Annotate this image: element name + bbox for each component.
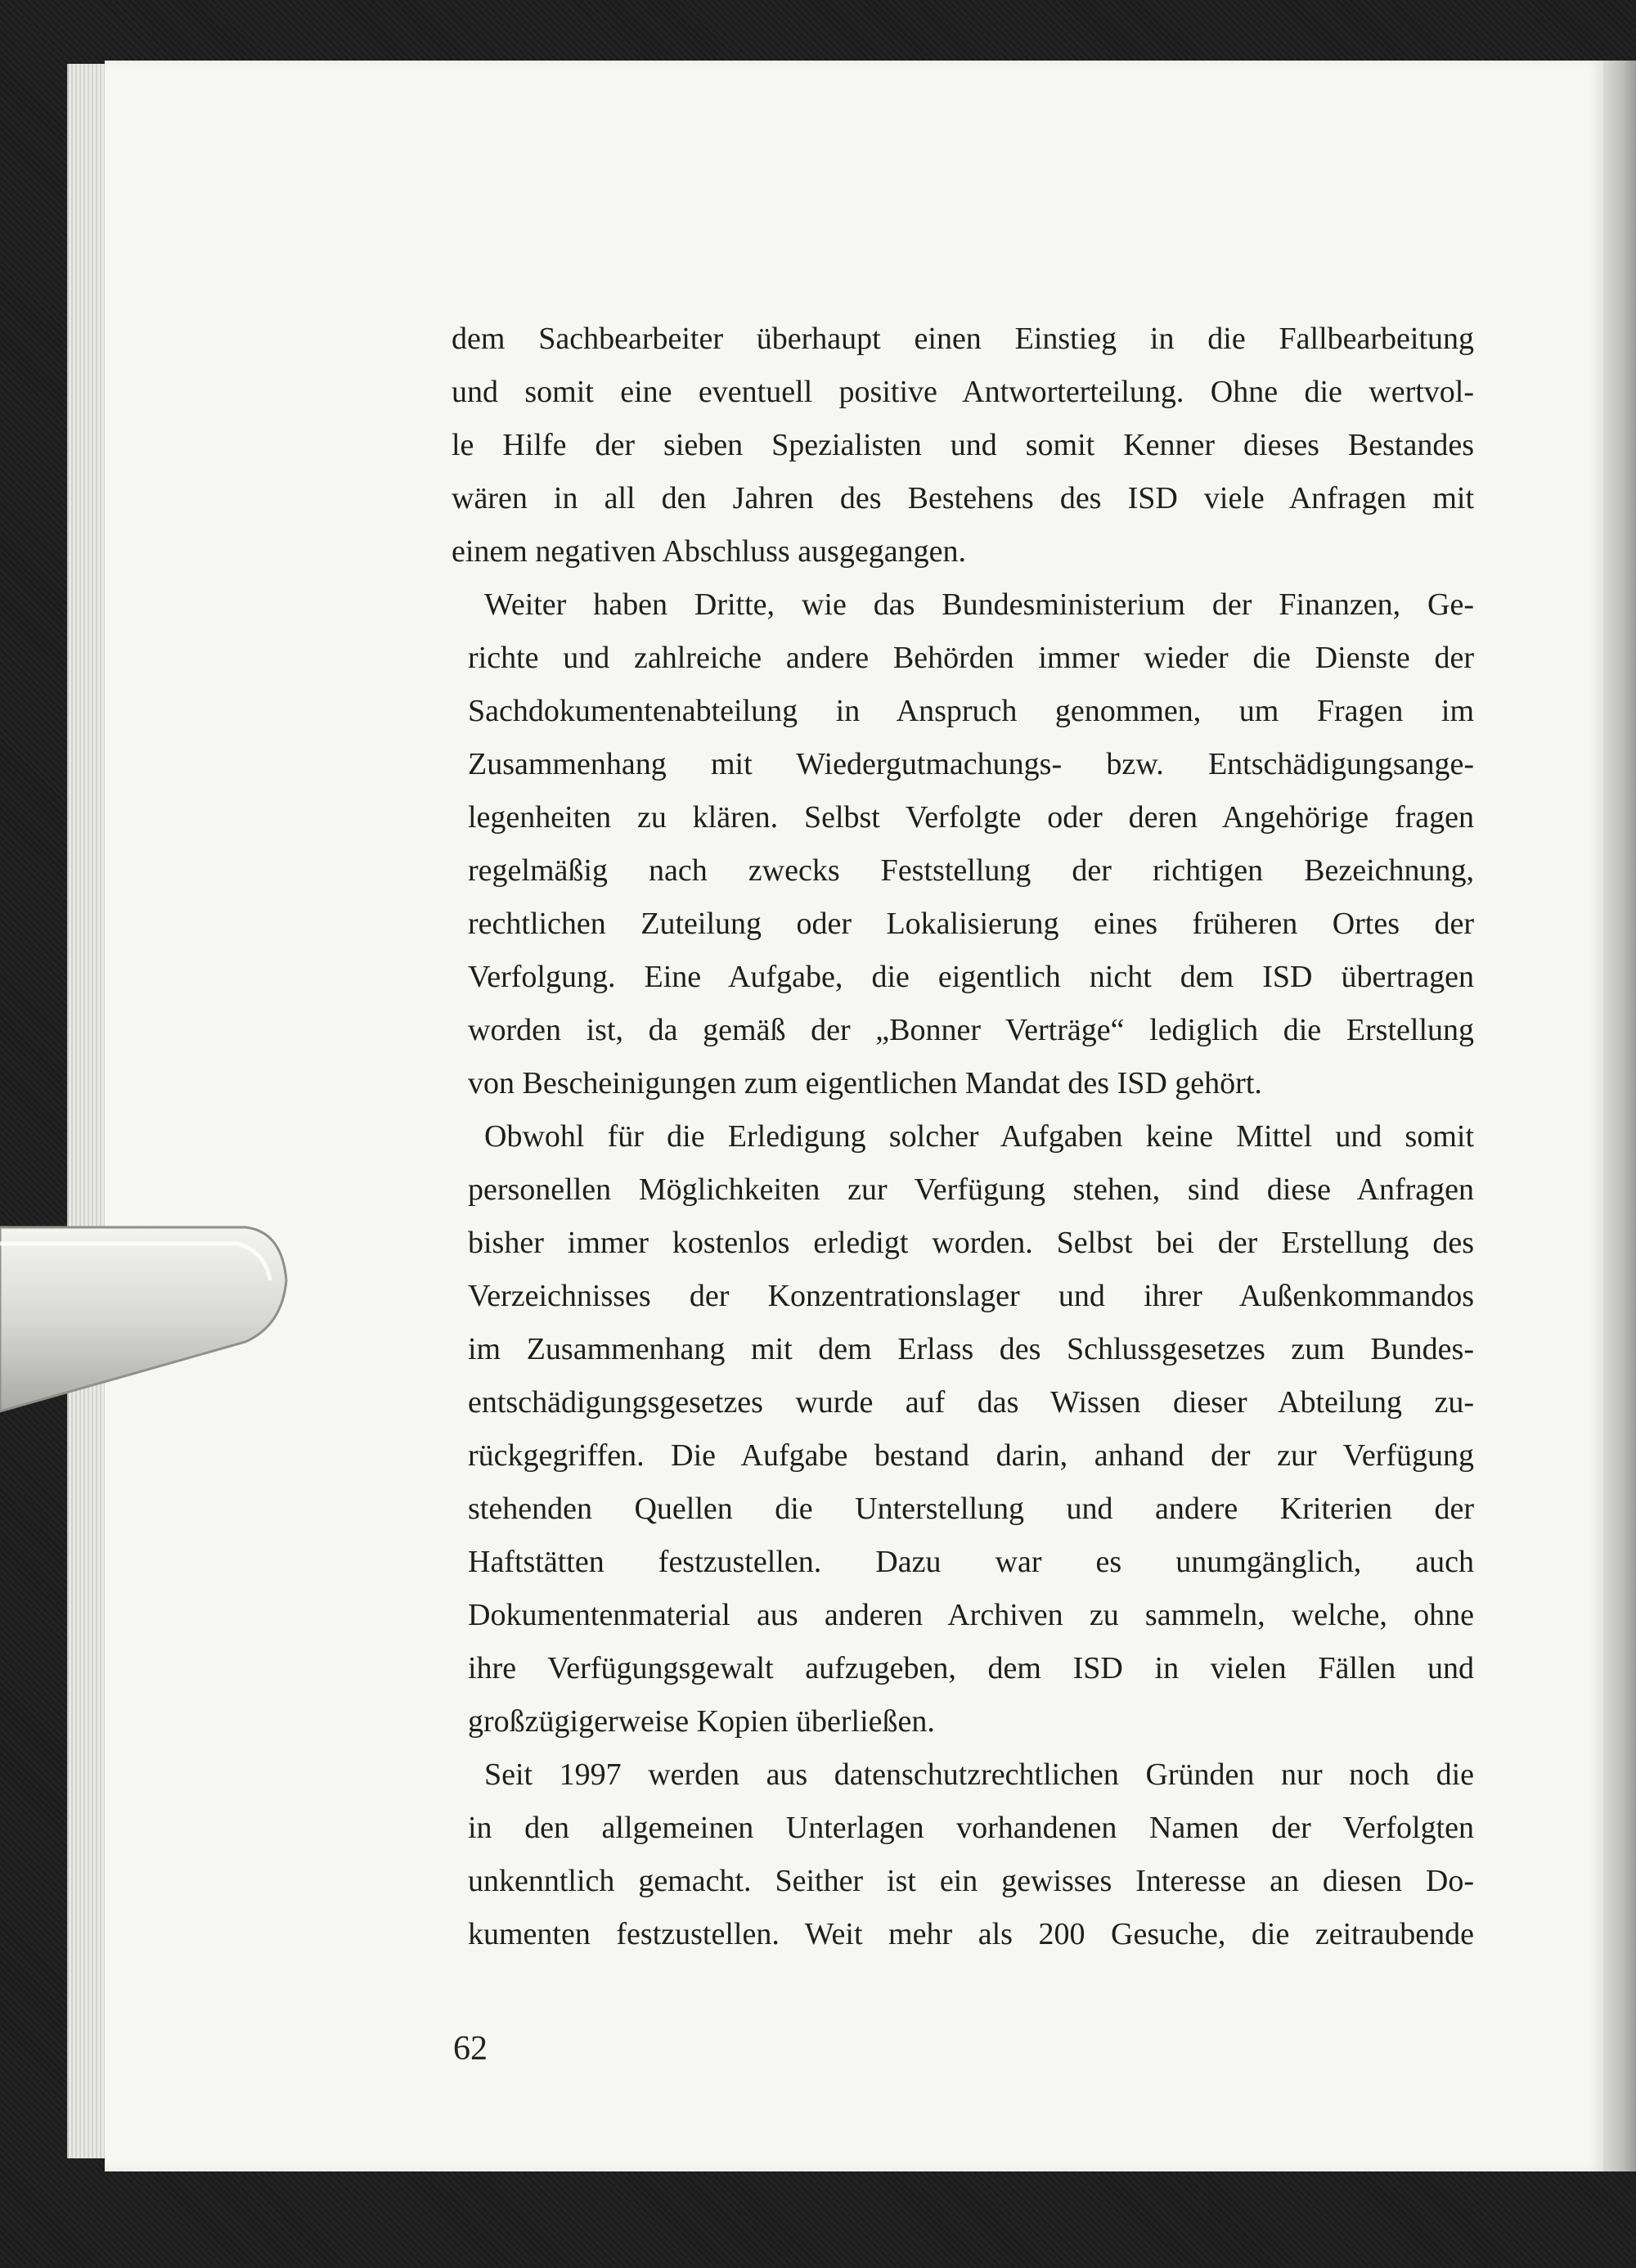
text-line: kumenten festzustellen. Weit mehr als 200 Gesuche, die zeitraubende (468, 1917, 1474, 1951)
text-line: Obwohl für die Erledigung solcher Aufgaben keine Mittel und somit (484, 1119, 1474, 1154)
text-line: in den allgemeinen Unterlagen vorhandenen Namen der Verfolgten (468, 1811, 1474, 1845)
text-line: dem Sachbearbeiter überhaupt einen Einstieg in die Fallbearbeitung (452, 322, 1474, 356)
text-line: Verfolgung. Eine Aufgabe, die eigentlich nicht dem ISD übertragen (468, 960, 1474, 994)
text-line: großzügigerweise Kopien überließen. (468, 1704, 935, 1739)
text-line: bisher immer kostenlos erledigt worden. Selbst bei der Erstellung des (468, 1226, 1474, 1260)
text-line: einem negativen Abschluss ausgegangen. (452, 534, 966, 569)
text-line: Verzeichnisses der Konzentrationslager und ihrer Außenkommandos (468, 1279, 1474, 1313)
text-line: le Hilfe der sieben Spezialisten und somit Kenner dieses Bestandes (452, 428, 1474, 462)
text-line: Zusammenhang mit Wiedergutmachungs- bzw. Entschädigungsange- (468, 747, 1474, 781)
paragraph (452, 1110, 1474, 1748)
page-clip-icon (0, 1211, 311, 1415)
paragraph (452, 313, 1474, 578)
text-line: personellen Möglichkeiten zur Verfügung stehen, sind diese Anfragen (468, 1172, 1474, 1207)
text-line: stehenden Quellen die Unterstellung und andere Kriterien der (468, 1492, 1474, 1526)
page-number: 62 (453, 2030, 488, 2068)
text-line: richte und zahlreiche andere Behörden immer wieder die Dienste der (468, 641, 1474, 675)
text-line: Sachdokumentenabteilung in Anspruch genommen, um Fragen im (468, 694, 1474, 728)
text-line: wären in all den Jahren des Bestehens des ISD viele Anfragen mit (452, 481, 1474, 515)
page-stack-edge (67, 64, 108, 2158)
text-line: Haftstätten festzustellen. Dazu war es unumgänglich, auch (468, 1545, 1474, 1579)
text-line: im Zusammenhang mit dem Erlass des Schlussgesetzes zum Bundes- (468, 1332, 1474, 1366)
text-line: regelmäßig nach zwecks Feststellung der richtigen Bezeichnung, (468, 853, 1474, 888)
text-line: von Bescheinigungen zum eigentlichen Mandat des ISD gehört. (468, 1066, 1262, 1100)
text-line: rechtlichen Zuteilung oder Lokalisierung eines früheren Ortes der (468, 907, 1474, 941)
text-line: entschädigungsgesetzes wurde auf das Wissen dieser Abteilung zu- (468, 1385, 1474, 1420)
text-line: Weiter haben Dritte, wie das Bundesministerium der Finanzen, Ge- (484, 587, 1474, 622)
page-right-edge (1603, 61, 1636, 2171)
text-line: ihre Verfügungsgewalt aufzugeben, dem ISD in vielen Fällen und (468, 1651, 1474, 1685)
text-line: Seit 1997 werden aus datenschutzrechtlichen Gründen nur noch die (484, 1757, 1474, 1792)
text-line: unkenntlich gemacht. Seither ist ein gewisses Interesse an diesen Do- (468, 1864, 1474, 1898)
text-line: worden ist, da gemäß der „Bonner Verträge“ lediglich die Erstellung (468, 1013, 1474, 1047)
body-text (452, 313, 1474, 1961)
text-line: und somit eine eventuell positive Antworterteilung. Ohne die wertvol- (452, 375, 1474, 409)
paragraph (452, 578, 1474, 1110)
text-line: rückgegriffen. Die Aufgabe bestand darin, anhand der zur Verfügung (468, 1438, 1474, 1473)
text-line: Dokumentenmaterial aus anderen Archiven zu sammeln, welche, ohne (468, 1598, 1474, 1632)
paragraph (452, 1748, 1474, 1961)
text-line: legenheiten zu klären. Selbst Verfolgte oder deren Angehörige fragen (468, 800, 1474, 835)
